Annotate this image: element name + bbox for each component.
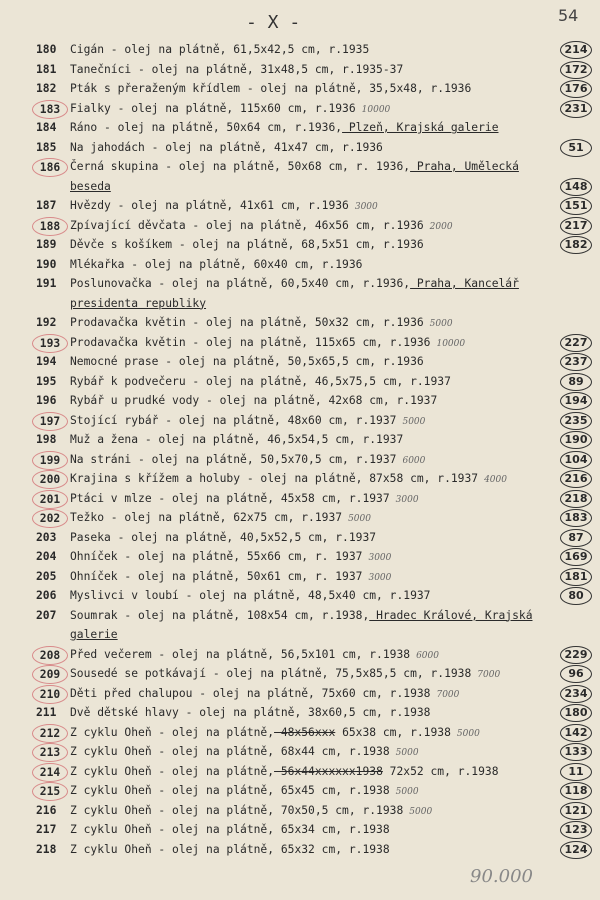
entry-row — [0, 352, 600, 372]
handwritten-price-note: 5000 — [395, 748, 419, 758]
entry-row — [0, 664, 600, 684]
entry-text — [70, 372, 451, 392]
entry-number: 210 — [32, 685, 68, 704]
entry-text — [70, 60, 403, 80]
entry-list — [0, 40, 600, 859]
circled-reference-code: 214 — [560, 41, 592, 59]
entry-text — [70, 742, 419, 764]
entry-number: 213 — [32, 743, 68, 762]
entry-text — [70, 567, 391, 589]
entry-number: 182 — [36, 82, 57, 95]
entry-description: Paseka - olej na plátně, 40,5x52,5 cm, r.1937 — [70, 530, 377, 544]
entry-text — [70, 333, 465, 355]
entry-text — [70, 430, 403, 450]
entry-description: Ptáci v mlze - olej na plátně, 45x58 cm, r.1937 — [70, 491, 390, 505]
entry-text — [70, 196, 378, 218]
circled-reference-code: 148 — [560, 178, 592, 196]
entry-row — [0, 489, 600, 509]
collection-location-continued: presidenta republiky — [70, 296, 207, 310]
entry-description: Z cyklu Oheň - olej na plátně, — [70, 764, 275, 778]
handwritten-total: 90.000 — [470, 866, 533, 887]
entry-description: Z cyklu Oheň - olej na plátně, — [70, 725, 275, 739]
entry-text — [70, 528, 376, 548]
entry-number: 190 — [36, 257, 57, 271]
entry-number: 201 — [32, 490, 68, 509]
entry-text — [70, 216, 453, 238]
entry-text — [70, 99, 390, 121]
entry-text — [70, 781, 419, 803]
entry-number: 184 — [36, 121, 57, 134]
handwritten-price-note: 5000 — [348, 514, 371, 524]
entry-text — [70, 79, 471, 99]
entry-row — [0, 255, 600, 275]
entry-row — [0, 840, 600, 860]
entry-row — [0, 118, 600, 138]
circled-reference-code: 124 — [560, 841, 592, 859]
circled-reference-code: 227 — [560, 334, 592, 352]
entry-description: Na jahodách - olej na plátně, 41x47 cm, r.1936 — [70, 140, 383, 154]
entry-text — [70, 469, 507, 491]
entry-continuation-row — [0, 294, 600, 314]
corrected-dimensions: 65x38 cm, r.1938 — [335, 725, 451, 739]
circled-reference-code: 172 — [560, 61, 592, 79]
entry-description: Z cyklu Oheň - olej na plátně, 65x32 cm, r.1938 — [70, 842, 390, 856]
handwritten-price-note: 5000 — [402, 416, 426, 427]
entry-row — [0, 60, 600, 80]
entry-description: Černá skupina - olej na plátně, 50x68 cm, r. 1936, — [70, 160, 411, 173]
entry-row — [0, 567, 600, 587]
handwritten-price-note: 6000 — [402, 455, 426, 466]
entry-text — [70, 157, 519, 177]
entry-number: 193 — [32, 334, 68, 353]
entry-text — [70, 645, 439, 667]
circled-reference-code: 194 — [560, 392, 592, 410]
entry-row — [0, 235, 600, 255]
entry-text — [70, 723, 480, 745]
entry-text — [70, 664, 500, 686]
entry-text — [70, 313, 453, 335]
entry-description: Prodavačka květin - olej na plátně, 50x32 cm, r.1936 — [70, 316, 424, 329]
circled-reference-code: 234 — [560, 685, 592, 703]
entry-text — [70, 450, 425, 472]
struck-dimensions: 48x56xxx — [274, 725, 336, 739]
circled-reference-code: 11 — [560, 763, 592, 781]
entry-description: Mlékařka - olej na plátně, 60x40 cm, r.1936 — [70, 257, 363, 271]
entry-row — [0, 157, 600, 177]
circled-reference-code: 216 — [560, 470, 592, 488]
handwritten-price-note: 7000 — [436, 689, 460, 700]
entry-number: 212 — [32, 724, 68, 743]
entry-row — [0, 469, 600, 489]
entry-number: 180 — [36, 43, 57, 56]
entry-number: 205 — [36, 569, 57, 583]
entry-text — [70, 840, 390, 860]
struck-dimensions: 56x44xxxxxx1938 — [274, 764, 383, 778]
entry-row — [0, 547, 600, 567]
entry-text — [70, 255, 362, 275]
entry-row — [0, 450, 600, 470]
circled-reference-code: 190 — [560, 431, 592, 449]
entry-description: Muž a žena - olej na plátně, 46,5x54,5 cm, r.1937 — [70, 433, 404, 446]
entry-description: Ohníček - olej na plátně, 50x61 cm, r. 1937 — [70, 569, 363, 583]
entry-text — [70, 352, 424, 372]
circled-reference-code: 181 — [560, 568, 592, 586]
circled-reference-code: 121 — [560, 802, 592, 820]
entry-description: Težko - olej na plátně, 62x75 cm, r.1937 — [70, 511, 343, 524]
entry-text — [70, 138, 383, 158]
circled-reference-code: 176 — [560, 80, 592, 98]
entry-text — [70, 820, 390, 840]
entry-number: 200 — [32, 470, 68, 489]
collection-location-continued: galerie — [70, 628, 118, 641]
entry-text — [70, 508, 371, 530]
entry-row — [0, 274, 600, 294]
entry-row — [0, 645, 600, 665]
handwritten-price-note: 2000 — [429, 221, 453, 232]
circled-reference-code: 180 — [560, 704, 592, 722]
entry-number: 183 — [32, 100, 68, 119]
entry-text — [70, 762, 499, 782]
entry-number: 211 — [36, 706, 57, 719]
circled-reference-code: 169 — [560, 548, 592, 566]
circled-reference-code: 218 — [560, 490, 592, 508]
circled-reference-code: 96 — [560, 665, 592, 683]
entry-description: Z cyklu Oheň - olej na plátně, 68x44 cm, r.1938 — [70, 745, 390, 758]
entry-number: 198 — [36, 433, 57, 446]
handwritten-price-note: 5000 — [409, 806, 433, 817]
circled-reference-code: 182 — [560, 236, 592, 254]
entry-description: Myslivci v loubí - olej na plátně, 48,5x40 cm, r.1937 — [70, 589, 431, 602]
entry-description: Tanečníci - olej na plátně, 31x48,5 cm, r.1935-37 — [70, 62, 404, 76]
entry-number: 204 — [36, 550, 57, 563]
entry-description: Soumrak - olej na plátně, 108x54 cm, r.1938, — [70, 608, 370, 622]
entry-description: Z cyklu Oheň - olej na plátně, 65x45 cm, r.1938 — [70, 784, 390, 797]
entry-description: Krajina s křížem a holuby - olej na plátně, 87x58 cm, r.1937 — [70, 472, 479, 485]
entry-continuation-row — [0, 625, 600, 645]
entry-row — [0, 723, 600, 743]
circled-reference-code: 229 — [560, 646, 592, 664]
entry-number: 188 — [32, 217, 68, 236]
circled-reference-code: 89 — [560, 373, 592, 391]
entry-description: Prodavačka květin - olej na plátně, 115x65 cm, r.1936 — [70, 335, 431, 349]
entry-number: 187 — [36, 199, 57, 212]
entry-row — [0, 801, 600, 821]
handwritten-price-note: 7000 — [477, 670, 501, 680]
entry-row — [0, 372, 600, 392]
circled-reference-code: 217 — [560, 217, 592, 235]
entry-number: 199 — [32, 451, 68, 470]
circled-reference-code: 80 — [560, 587, 592, 605]
entry-row — [0, 606, 600, 626]
corrected-dimensions: 72x52 cm, r.1938 — [382, 764, 499, 778]
handwritten-price-note: 6000 — [416, 650, 439, 661]
entry-row — [0, 586, 600, 606]
handwritten-price-note: 3000 — [368, 553, 392, 563]
circled-reference-code: 237 — [560, 353, 592, 371]
entry-number: 197 — [32, 412, 68, 431]
entry-description: Ohníček - olej na plátně, 55x66 cm, r. 1937 — [70, 550, 363, 563]
entry-row — [0, 684, 600, 704]
entry-description: Ráno - olej na plátně, 50x64 cm, r.1936, — [70, 121, 343, 134]
circled-reference-code: 235 — [560, 412, 592, 430]
entry-row — [0, 99, 600, 119]
entry-number: 207 — [36, 608, 57, 622]
handwritten-price-note: 3000 — [395, 494, 419, 505]
circled-reference-code: 151 — [560, 197, 592, 215]
entry-description: Dvě dětské hlavy - olej na plátně, 38x60,5 cm, r.1938 — [70, 706, 431, 719]
entry-row — [0, 138, 600, 158]
handwritten-price-note: 5000 — [456, 728, 480, 739]
entry-continuation-row — [0, 177, 600, 197]
entry-description: Stojící rybář - olej na plátně, 48x60 cm, r.1937 — [70, 413, 397, 427]
entry-number: 191 — [36, 277, 57, 290]
entry-number: 194 — [36, 355, 57, 368]
collection-location: Plzeň, Krajská galerie — [342, 121, 499, 134]
entry-description: Rybář u prudké vody - olej na plátně, 42x68 cm, r.1937 — [70, 394, 438, 407]
entry-row — [0, 762, 600, 782]
entry-text — [70, 606, 533, 626]
entry-row — [0, 333, 600, 353]
entry-number: 218 — [36, 842, 57, 856]
entry-description: Sousedé se potkávají - olej na plátně, 75,5x85,5 cm, r.1938 — [70, 667, 472, 680]
entry-number: 195 — [36, 374, 57, 388]
circled-reference-code: 51 — [560, 139, 592, 157]
entry-text — [70, 235, 424, 255]
circled-reference-code: 231 — [560, 100, 592, 118]
circled-reference-code: 123 — [560, 821, 592, 839]
entry-row — [0, 40, 600, 60]
entry-row — [0, 411, 600, 431]
entry-row — [0, 79, 600, 99]
entry-text — [70, 489, 419, 511]
circled-reference-code: 87 — [560, 529, 592, 547]
entry-text — [70, 801, 432, 823]
collection-location: Praha, Kancelář — [410, 277, 519, 290]
entry-number: 214 — [32, 763, 68, 782]
entry-description: Fialky - olej na plátně, 115x60 cm, r.1936 — [70, 101, 356, 115]
collection-location-continued: beseda — [70, 179, 111, 193]
entry-number: 185 — [36, 140, 57, 154]
entry-number: 186 — [32, 158, 68, 177]
entry-row — [0, 528, 600, 548]
entry-row — [0, 781, 600, 801]
handwritten-price-note: 10000 — [436, 338, 466, 349]
entry-row — [0, 820, 600, 840]
circled-reference-code: 142 — [560, 724, 592, 742]
entry-number: 208 — [32, 646, 68, 665]
entry-text — [70, 586, 430, 606]
entry-row — [0, 508, 600, 528]
entry-number: 206 — [36, 589, 57, 602]
entry-description: Pták s přeraženým křídlem - olej na plátně, 35,5x48, r.1936 — [70, 82, 472, 95]
entry-row — [0, 742, 600, 762]
entry-description: Rybář k podvečeru - olej na plátně, 46,5x75,5 cm, r.1937 — [70, 374, 451, 388]
entry-number: 203 — [36, 530, 57, 544]
entry-description: Děti před chalupou - olej na plátně, 75x60 cm, r.1938 — [70, 686, 431, 700]
entry-row — [0, 313, 600, 333]
entry-description: Z cyklu Oheň - olej na plátně, 65x34 cm, r.1938 — [70, 823, 390, 836]
entry-description: Poslunovačka - olej na plátně, 60,5x40 cm, r.1936, — [70, 277, 411, 290]
entry-number: 192 — [36, 316, 57, 329]
entry-number: 216 — [36, 803, 57, 817]
entry-row — [0, 216, 600, 236]
entry-text — [70, 274, 519, 294]
entry-text — [70, 703, 430, 723]
entry-description: Na stráni - olej na plátně, 50,5x70,5 cm, r.1937 — [70, 452, 397, 466]
circled-reference-code: 118 — [560, 782, 592, 800]
handwritten-price-note: 5000 — [429, 319, 453, 329]
entry-description: Nemocné prase - olej na plátně, 50,5x65,5 cm, r.1936 — [70, 355, 424, 368]
entry-text — [70, 684, 459, 706]
entry-text — [70, 547, 391, 569]
handwritten-price-note: 5000 — [395, 787, 419, 797]
entry-description: Z cyklu Oheň - olej na plátně, 70x50,5 cm, r.1938 — [70, 803, 404, 817]
handwritten-price-note: 3000 — [368, 572, 392, 583]
entry-number: 202 — [32, 509, 68, 528]
entry-description: Děvče s košíkem - olej na plátně, 68,5x51 cm, r.1936 — [70, 238, 424, 251]
handwritten-price-note: 4000 — [484, 475, 507, 485]
handwritten-price-note: 10000 — [361, 104, 391, 115]
entry-text — [70, 118, 499, 138]
entry-number: 209 — [32, 665, 68, 684]
page-mark: - X - — [246, 12, 301, 33]
circled-reference-code: 183 — [560, 509, 592, 527]
entry-row — [0, 703, 600, 723]
collection-location: Hradec Králové, Krajská — [369, 608, 533, 622]
entry-description: Hvězdy - olej na plátně, 41x61 cm, r.1936 — [70, 199, 349, 212]
entry-description: Cigán - olej na plátně, 61,5x42,5 cm, r.1935 — [70, 43, 370, 56]
entry-number: 189 — [36, 238, 57, 251]
entry-text — [70, 40, 369, 60]
entry-description: Zpívající děvčata - olej na plátně, 46x56 cm, r.1936 — [70, 218, 424, 232]
entry-row — [0, 196, 600, 216]
entry-row — [0, 391, 600, 411]
circled-reference-code: 104 — [560, 451, 592, 469]
entry-number: 215 — [32, 782, 68, 801]
circled-reference-code: 133 — [560, 743, 592, 761]
page-number: 54 — [558, 6, 579, 25]
collection-location: Praha, Umělecká — [410, 160, 519, 173]
entry-text — [70, 391, 437, 411]
entry-row — [0, 430, 600, 450]
entry-number: 196 — [36, 394, 57, 407]
entry-number: 181 — [36, 62, 57, 76]
entry-description: Před večerem - olej na plátně, 56,5x101 cm, r.1938 — [70, 647, 411, 661]
entry-text — [70, 411, 425, 433]
entry-number: 217 — [36, 823, 57, 836]
handwritten-price-note: 3000 — [354, 202, 378, 212]
